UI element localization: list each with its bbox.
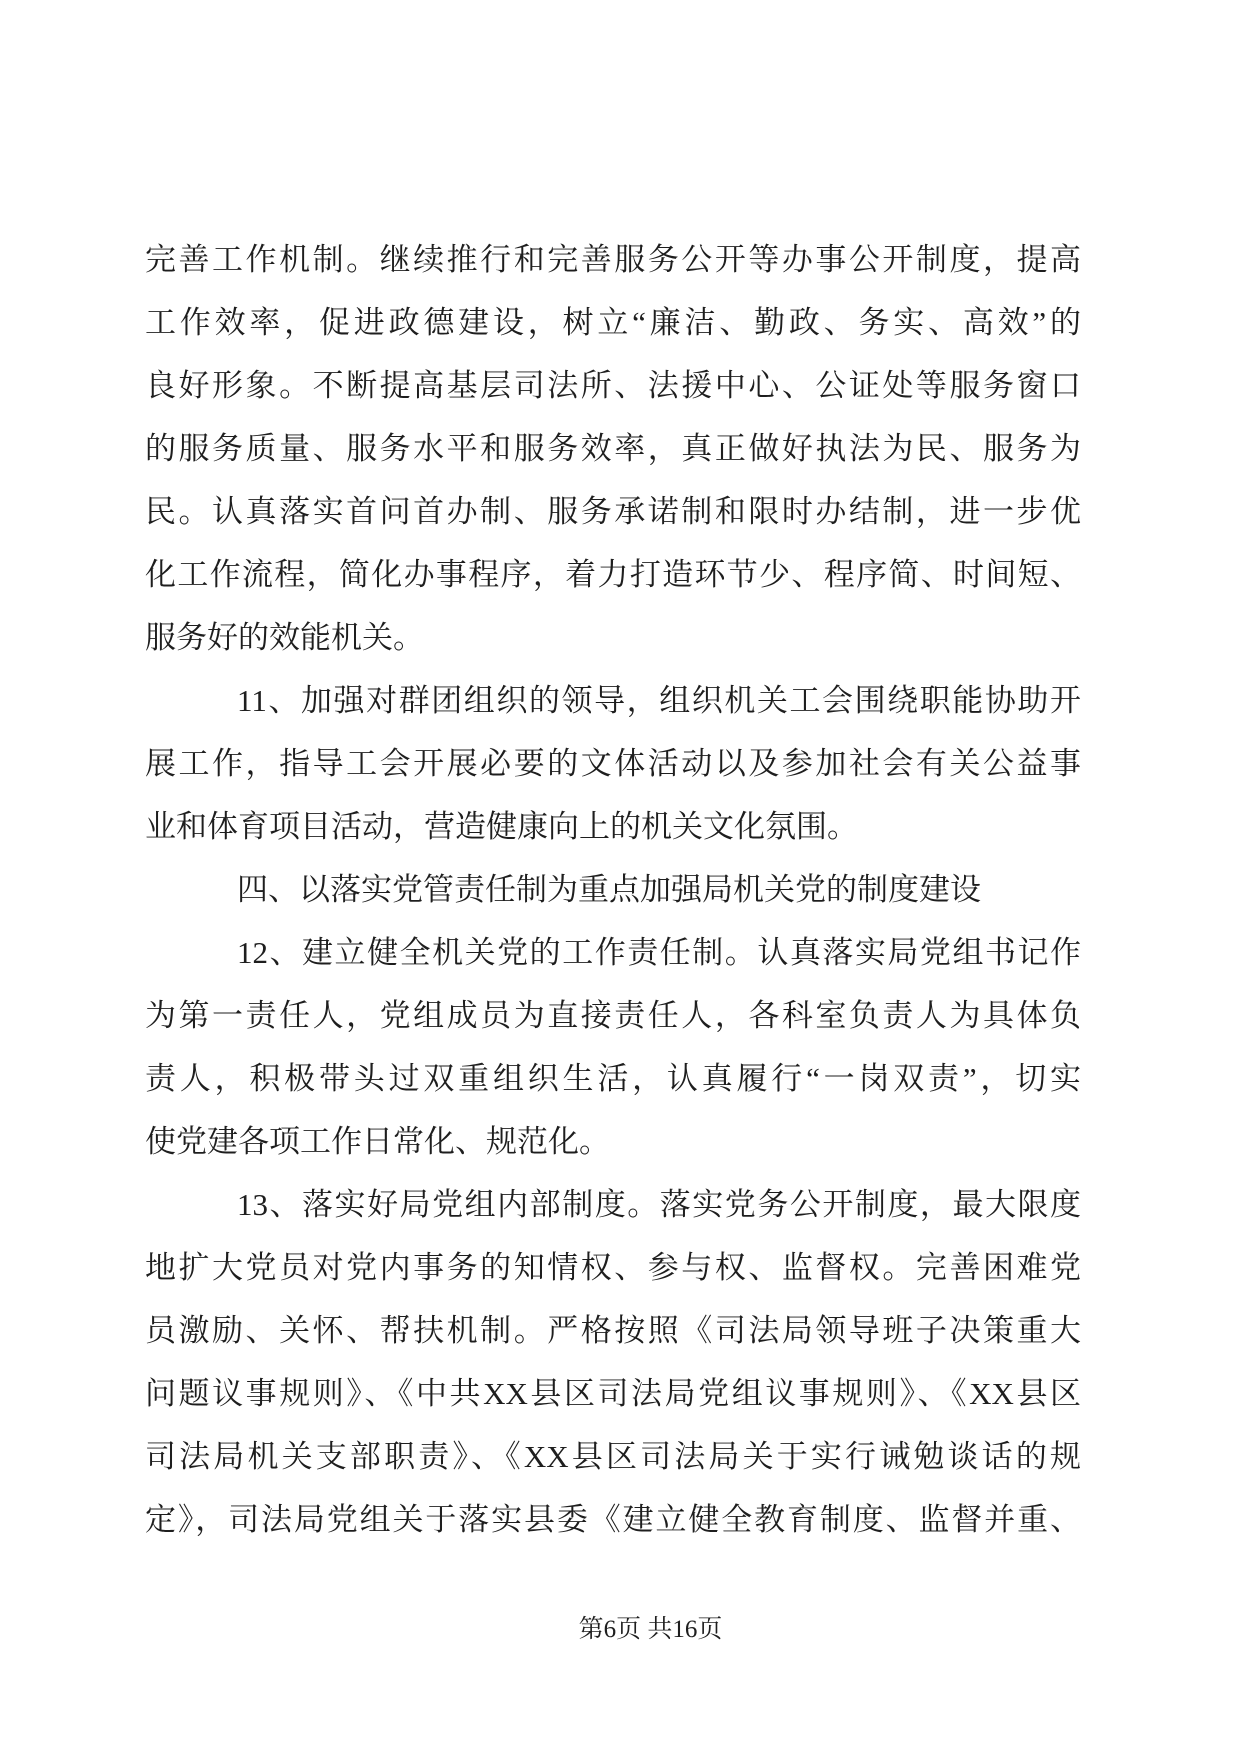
text-line: 四、以落实党管责任制为重点加强局机关党的制度建设 (237, 872, 981, 907)
text-line: 12、建立健全机关党的工作责任制。认真落实局党组书记作 (237, 935, 1081, 970)
text-line: 的服务质量、服务水平和服务效率，真正做好执法为民、服务为 (145, 431, 1081, 466)
document-text-block (145, 228, 1081, 1551)
text-line: 服务好的效能机关。 (145, 620, 424, 655)
text-line: 展工作，指导工会开展必要的文体活动以及参加社会有关公益事 (145, 746, 1081, 781)
page-footer (30, 1612, 1241, 1648)
text-line: 完善工作机制。继续推行和完善服务公开等办事公开制度，提高 (145, 242, 1081, 277)
text-line: 13、落实好局党组内部制度。落实党务公开制度，最大限度 (237, 1187, 1081, 1222)
text-line: 化工作流程，简化办事程序，着力打造环节少、程序简、时间短、 (145, 557, 1081, 592)
text-line: 使党建各项工作日常化、规范化。 (145, 1124, 610, 1159)
text-line: 良好形象。不断提高基层司法所、法援中心、公证处等服务窗口 (145, 368, 1081, 403)
text-line: 地扩大党员对党内事务的知情权、参与权、监督权。完善困难党 (145, 1250, 1081, 1285)
page-number-label: 第6页 共16页 (578, 1616, 723, 1643)
text-line: 工作效率，促进政德建设，树立“廉洁、勤政、务实、高效”的 (145, 305, 1081, 340)
text-line: 员激励、关怀、帮扶机制。严格按照《司法局领导班子决策重大 (145, 1313, 1081, 1348)
text-line: 责人，积极带头过双重组织生活，认真履行“一岗双责”，切实 (145, 1061, 1081, 1096)
text-line: 为第一责任人，党组成员为直接责任人，各科室负责人为具体负 (145, 998, 1081, 1033)
text-line: 业和体育项目活动，营造健康向上的机关文化氛围。 (145, 809, 858, 844)
text-line: 民。认真落实首问首办制、服务承诺制和限时办结制，进一步优 (145, 494, 1081, 529)
text-line: 问题议事规则》、《中共XX县区司法局党组议事规则》、《XX县区 (145, 1376, 1081, 1411)
text-line: 11、加强对群团组织的领导，组织机关工会围绕职能协助开 (237, 683, 1081, 718)
text-line: 司法局机关支部职责》、《XX县区司法局关于实行诫勉谈话的规 (145, 1439, 1081, 1474)
text-line: 定》，司法局党组关于落实县委《建立健全教育制度、监督并重、 (145, 1502, 1081, 1537)
